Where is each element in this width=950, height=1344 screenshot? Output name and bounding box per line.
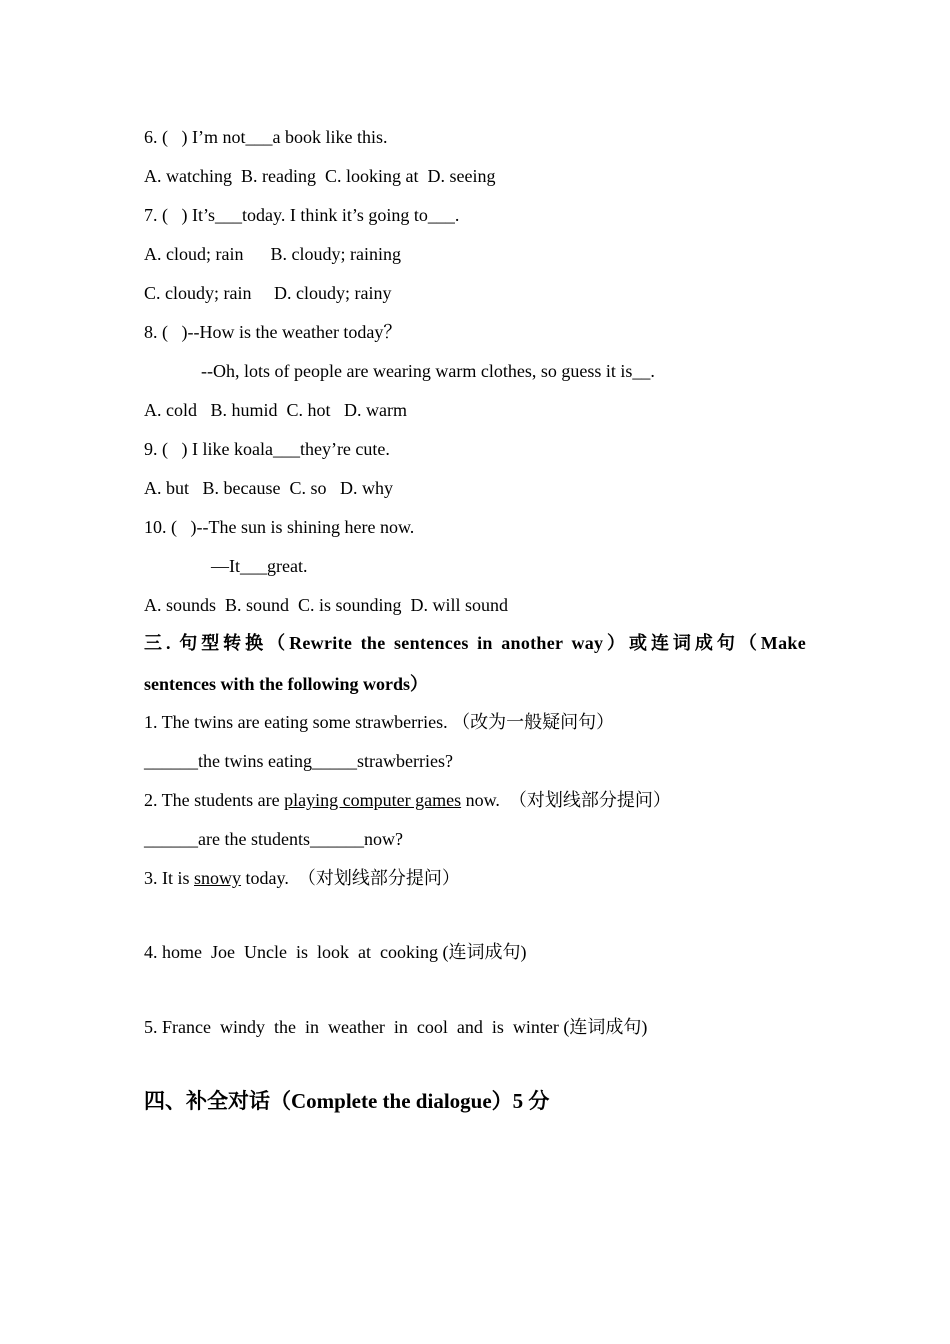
question-7: [144, 204, 459, 226]
r3-start: 3. It is: [144, 868, 195, 888]
question-7-options-1: A. cloud; rain B. cloudy; raining: [144, 244, 401, 264]
question-7-options-2: C. cloudy; rain D. cloudy; rainy: [144, 283, 392, 303]
r1-blank-1: ______: [144, 751, 198, 771]
question-8-options: A. cold B. humid C. hot D. warm: [144, 400, 407, 420]
q8-blank: __: [632, 361, 651, 381]
rewrite-1: 1. The twins are eating some strawberries. （改为一般疑问句）: [144, 712, 615, 732]
question-10-options: A. sounds B. sound C. is sounding D. will sound: [144, 595, 509, 615]
r1-blank-2: _____: [311, 751, 357, 771]
question-8-reply: [201, 360, 655, 382]
question-9: [144, 438, 390, 460]
q10-reply-text: —It: [211, 556, 240, 576]
r2-blank-2: ______: [309, 829, 364, 849]
q9-text: 9. ( ) I like koala: [144, 439, 273, 459]
r2-underlined: playing computer games: [284, 790, 462, 810]
section-3-heading-line-2: sentences with the following words）: [144, 674, 428, 694]
q8-reply-end: .: [650, 361, 655, 381]
r2-end: now. （对划线部分提问）: [461, 790, 671, 810]
question-6-options: A. watching B. reading C. looking at D. seeing: [144, 166, 496, 186]
rewrite-3: [144, 867, 460, 889]
r1-end: strawberries?: [356, 751, 453, 771]
q9-rest: they’re cute.: [299, 439, 390, 459]
q6-text: 6. ( ) I’m not: [144, 127, 246, 147]
r2-blank-1: ______: [144, 829, 198, 849]
q6-blank: ___: [245, 127, 273, 147]
question-8: 8. ( )--How is the weather today？: [144, 322, 402, 342]
question-10: 10. ( )--The sun is shining here now.: [144, 517, 415, 537]
q6-rest: a book like this.: [272, 127, 388, 147]
q7-blank-2: ___: [427, 205, 455, 225]
rewrite-2: [144, 789, 671, 811]
q7-blank-1: ___: [215, 205, 242, 225]
question-6: [144, 126, 387, 148]
reorder-4: 4. home Joe Uncle is look at cooking (连词成句): [144, 942, 527, 962]
q7-text-c: .: [454, 205, 460, 225]
r2-start: 2. The students are: [144, 790, 285, 810]
rewrite-1-answer: [144, 750, 453, 772]
r1-mid: the twins eating: [198, 751, 312, 771]
section-3-heading-line-1: 三. 句型转换（Rewrite the sentences in another way）或连词成句（Make: [144, 633, 806, 653]
r3-end: today. （对划线部分提问）: [241, 868, 460, 888]
q7-text-b: today. I think it’s going to: [242, 205, 428, 225]
r2-answer-end: now?: [363, 829, 403, 849]
q7-text-a: 7. ( ) It’s: [144, 205, 215, 225]
r3-underlined: snowy: [194, 868, 242, 888]
question-10-reply: [211, 555, 307, 577]
section-4-heading: 四、补全对话（Complete the dialogue）5 分: [144, 1089, 550, 1113]
q10-reply-end: great.: [267, 556, 308, 576]
question-9-options: A. but B. because C. so D. why: [144, 478, 393, 498]
q10-blank: ___: [240, 556, 267, 576]
r2-mid: are the students: [198, 829, 310, 849]
q8-reply-text: --Oh, lots of people are wearing warm clothes, so guess it is: [201, 361, 633, 381]
reorder-5: 5. France windy the in weather in cool and is winter (连词成句): [144, 1017, 648, 1037]
rewrite-2-answer: [144, 828, 403, 850]
q9-blank: ___: [272, 439, 300, 459]
